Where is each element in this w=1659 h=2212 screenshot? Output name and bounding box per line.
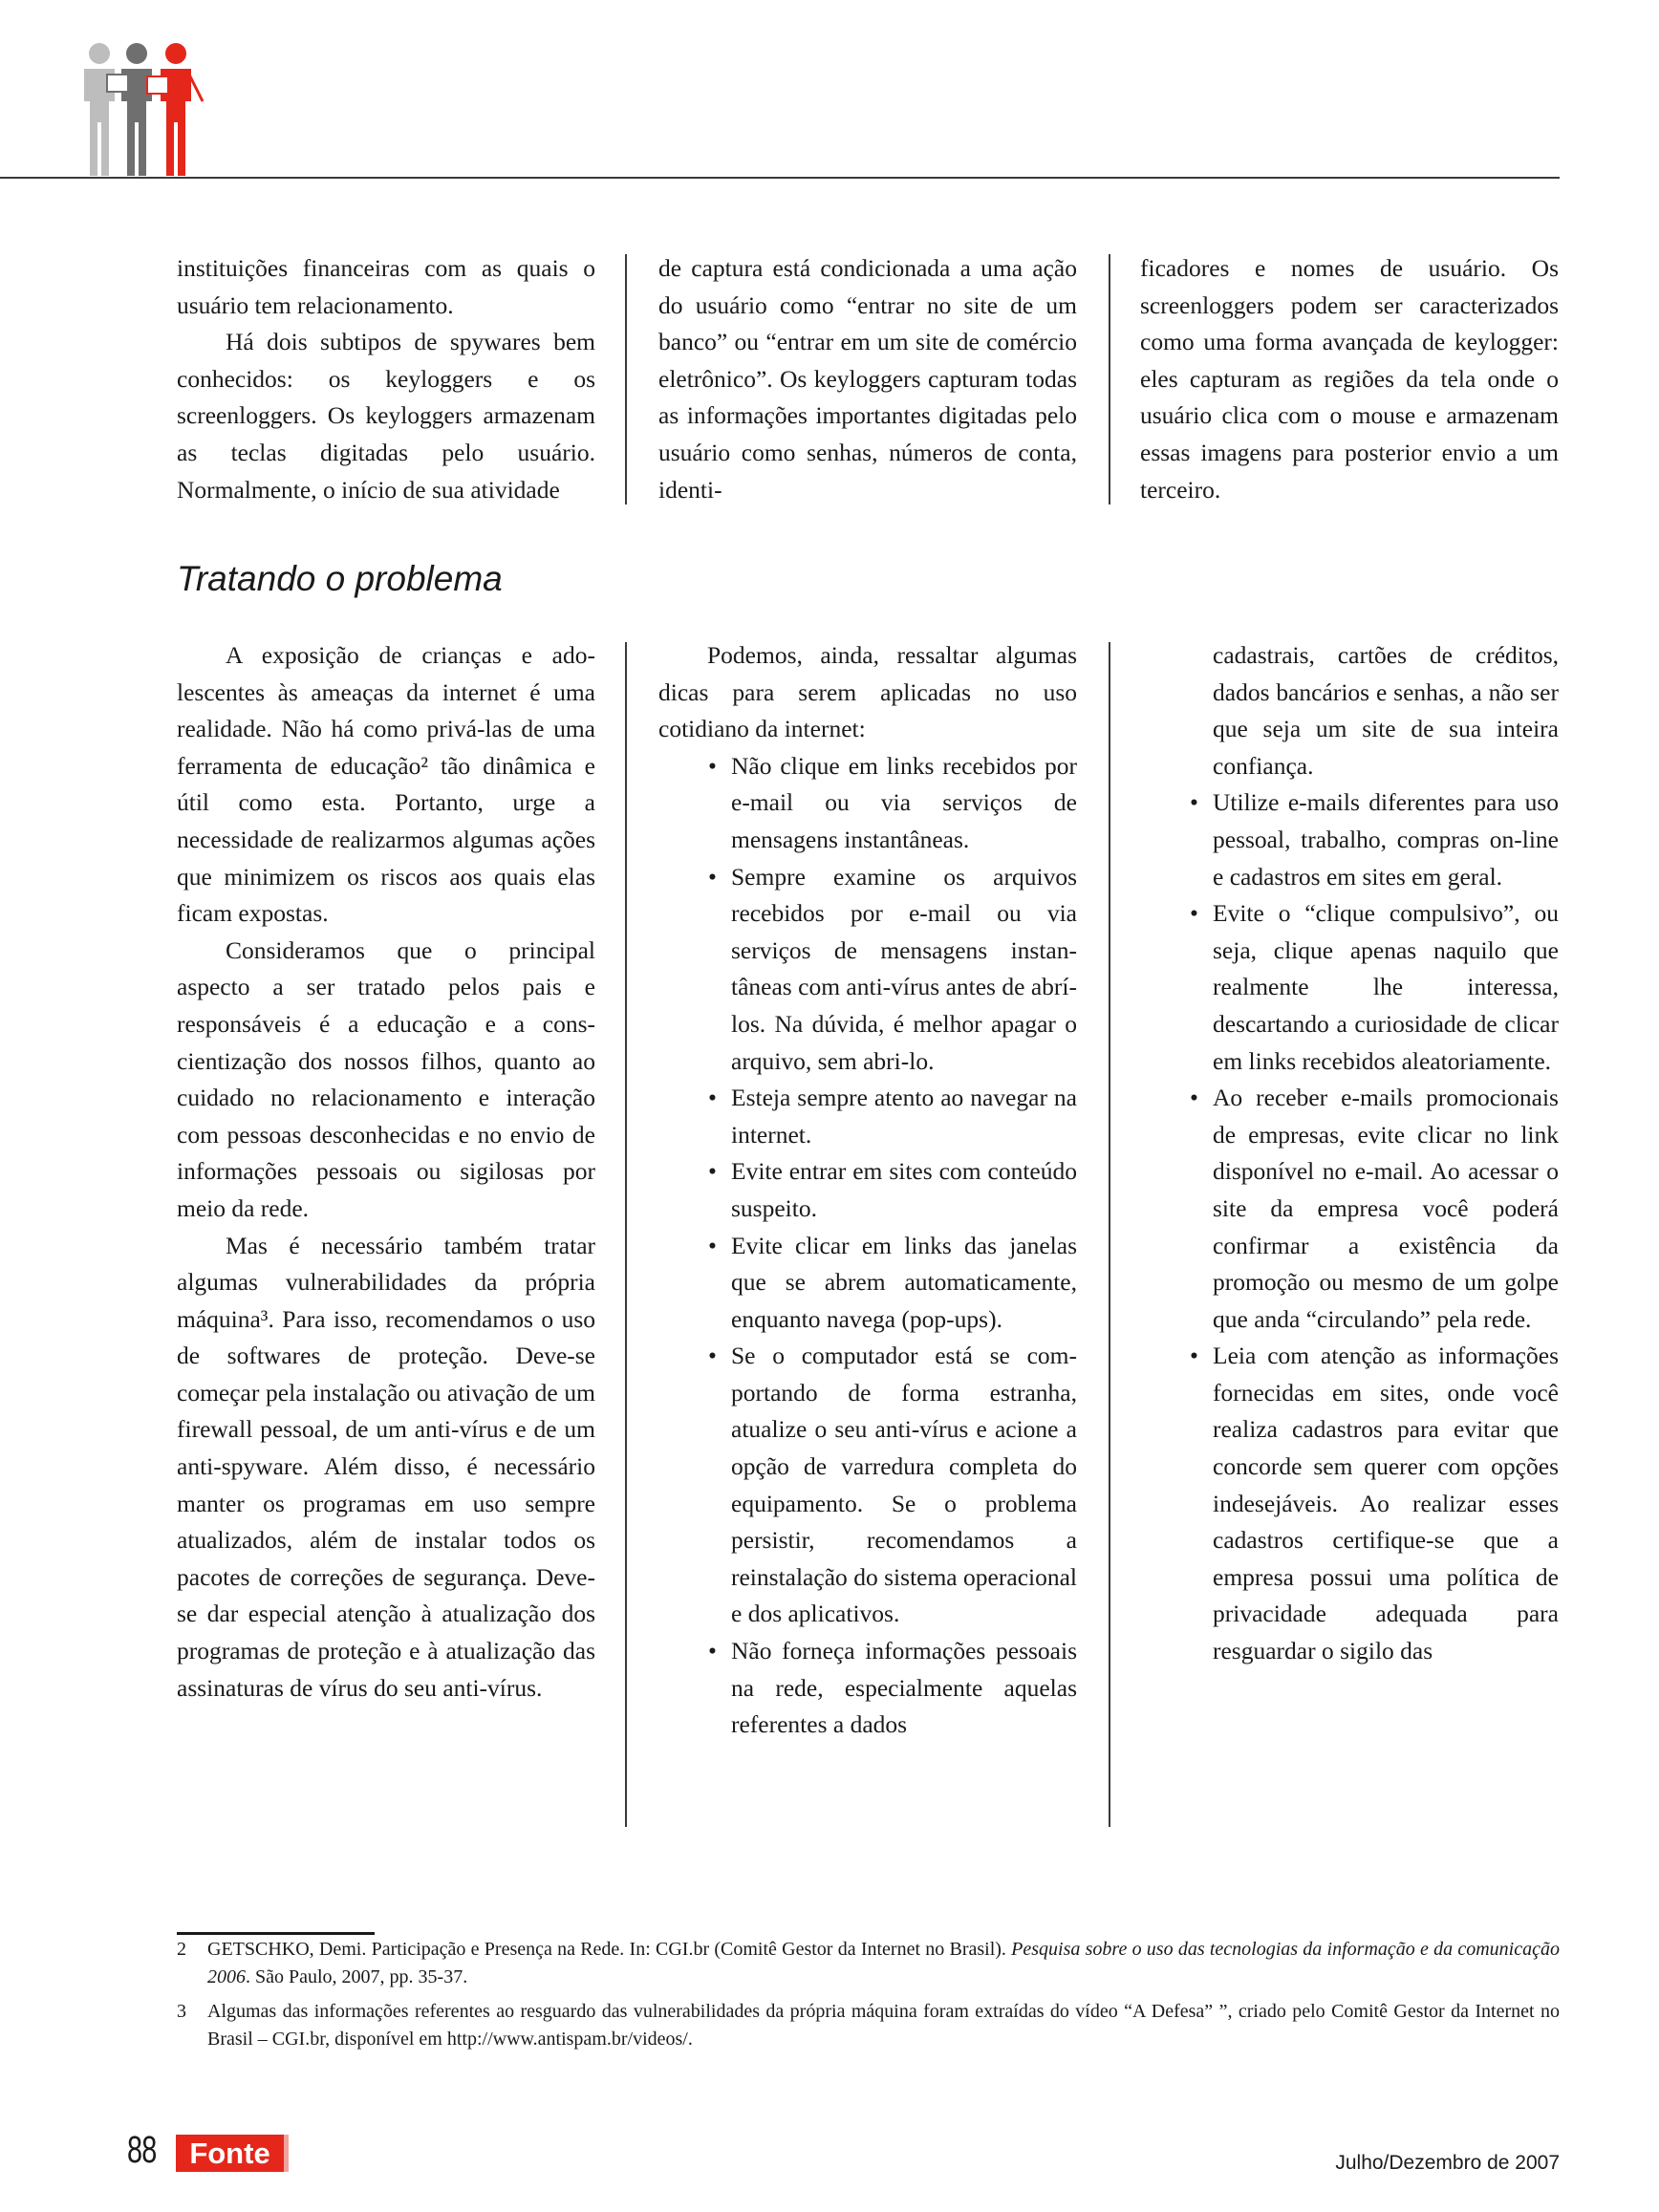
top-column-1 [177, 250, 595, 508]
footnote-number: 2 [177, 1939, 186, 1960]
section-heading: Tratando o problema [177, 559, 503, 598]
list-item: • Não forneça informações pessoais na rede, especialmente aquelas referentes a dados [658, 1633, 1077, 1744]
column-divider [1109, 254, 1110, 505]
list-item: • Leia com atenção as informações fornecidas em sites, onde você realiza cadastros para evitar que concorde sem querer com opções indesejáveis. Ao realizar esses cadastros certifique-se que a empresa possui uma política de privacidade adequada para resguardar o sigilo das [1140, 1338, 1559, 1669]
top-column-3 [1140, 250, 1559, 508]
magazine-logo: Fonte [176, 2135, 289, 2172]
paragraph: Mas é necessário também tratar algumas vulnerabilidades da própria máquina³. Para isso, recomendamos o uso de softwares de proteção. Deve-se começar pela instalação ou ativação de um firewall pessoal, de um anti-vírus e de um anti-spyware. Além disso, é necessário manter os programas em uso sempre atualizados, além de instalar todos os pacotes de correções de segurança. Deve-se dar especial atenção à atualização dos programas de proteção e à atualização das assinaturas de vírus do seu anti-vírus. [177, 1231, 595, 1702]
people-group-logo [76, 36, 220, 180]
list-item: • Sempre examine os arquivos recebidos por e-mail ou via serviços de mensagens instantâneas com anti-vírus antes de abrí-los. Na dúvida, é melhor apagar o arquivo, sem abri-lo. [658, 859, 1077, 1081]
list-item: • Utilize e-mails diferentes para uso pessoal, trabalho, compras on-line e cadastros em sites em geral. [1140, 784, 1559, 895]
paragraph: instituições financeiras com as quais o usuário tem relacionamento. [177, 254, 595, 319]
main-column-3 [1140, 637, 1559, 1670]
column-divider [625, 642, 627, 1827]
paragraph: Há dois subtipos de spywares bem conhecidos: os keyloggers e os screenloggers. Os keyloggers armazenam as teclas digitadas pelo usuário. Normalmente, o início de sua atividade [177, 328, 595, 504]
footnote-2 [177, 1936, 1560, 1991]
header-rule [0, 177, 1560, 179]
footnote-citation: GETSCHKO, Demi. Participação e Presença na Rede. In: CGI.br (Comitê Gestor da Internet no Brasil). [207, 1939, 1012, 1960]
column-divider [625, 254, 627, 505]
page-number: 88 [127, 2129, 157, 2171]
footnote-text: Algumas das informações referentes ao resguardo das vulnerabilidades da própria máquina foram extraídas do vídeo “A Defesa” ”, criado pelo Comitê Gestor da Internet no Brasil – CGI.br, disponível em http://www.antispam.br/videos/. [207, 2001, 1560, 2050]
list-item: • Esteja sempre atento ao navegar na internet. [658, 1080, 1077, 1153]
list-item: • Evite entrar em sites com conteúdo suspeito. [658, 1153, 1077, 1227]
footnote-rule [177, 1932, 375, 1935]
list-item: • Ao receber e-mails promocionais de empresas, evite clicar no link disponível no e-mail. Ao acessar o site da empresa você poderá confirmar a existência da promoção ou mesmo de um golpe que anda “circulando” pela rede. [1140, 1080, 1559, 1338]
footnote-number: 3 [177, 2001, 186, 2022]
paragraph: de captura está condicionada a uma ação do usuário como “entrar no site de um banco” ou “entrar em um site de comércio eletrônico”. Os keyloggers capturam todas as informações importantes digitadas pelo usuário como senhas, números de conta, identi- [658, 254, 1077, 504]
paragraph: Podemos, ainda, ressaltar algumas dicas para serem aplicadas no uso cotidiano da internet: [658, 641, 1077, 743]
tips-list [658, 748, 1077, 1744]
paragraph: A exposição de crianças e adolescentes às ameaças da internet é uma realidade. Não há como privá-las de uma ferramenta de educação² tão dinâmica e útil como esta. Portanto, urge a necessidade de realizarmos algumas ações que minimizem os riscos aos quais elas ficam expostas. [177, 641, 595, 928]
paragraph: Consideramos que o principal aspecto a ser tratado pelos pais e responsáveis é a educação e a conscientização dos nossos filhos, quanto ao cuidado no relacionamento e interação com pessoas desconhecidas e no envio de informações pessoais ou sigilosas por meio da rede. [177, 935, 595, 1222]
footnote-text [177, 1936, 1560, 1991]
tips-list-continued [1140, 637, 1559, 1670]
list-item: • Não clique em links recebidos por e-mail ou via serviços de mensagens instantâneas. [658, 748, 1077, 859]
footnote-title: Pesquisa sobre o uso das tecnologias da informação e da comunicação 2006 [207, 1939, 1560, 1987]
main-column-2 [658, 637, 1077, 1744]
column-divider [1109, 642, 1110, 1827]
footnote-publication: . São Paulo, 2007, pp. 35-37. [246, 1966, 468, 1987]
list-item: • Evite o “clique compulsivo”, ou seja, clique apenas naquilo que realmente lhe interessa, descartando a curiosidade de clicar em links recebidos aleatoriamente. [1140, 895, 1559, 1080]
issue-date: Julho/Dezembro de 2007 [1335, 2152, 1560, 2174]
paragraph: ficadores e nomes de usuário. Os screenloggers podem ser caracterizados como uma forma avançada de keylogger: eles capturam as regiões da tela onde o usuário clica com o mouse e armazenam essas imagens para posterior envio a um terceiro. [1140, 254, 1559, 504]
list-item: • Evite clicar em links das janelas que se abrem automaticamente, enquanto navega (pop-ups). [658, 1228, 1077, 1339]
list-item: • Se o computador está se comportando de forma estranha, atualize o seu anti-vírus e acione a opção de varredura completa do equipamento. Se o problema persistir, recomendamos a reinstalação do sistema operacional e dos aplicativos. [658, 1338, 1077, 1633]
footnote-3 [177, 1998, 1560, 2053]
list-item-continuation: cadastrais, cartões de créditos, dados bancários e senhas, a não ser que seja um site de sua inteira confiança. [1213, 641, 1559, 780]
main-column-1 [177, 637, 595, 1707]
top-column-2 [658, 250, 1077, 508]
